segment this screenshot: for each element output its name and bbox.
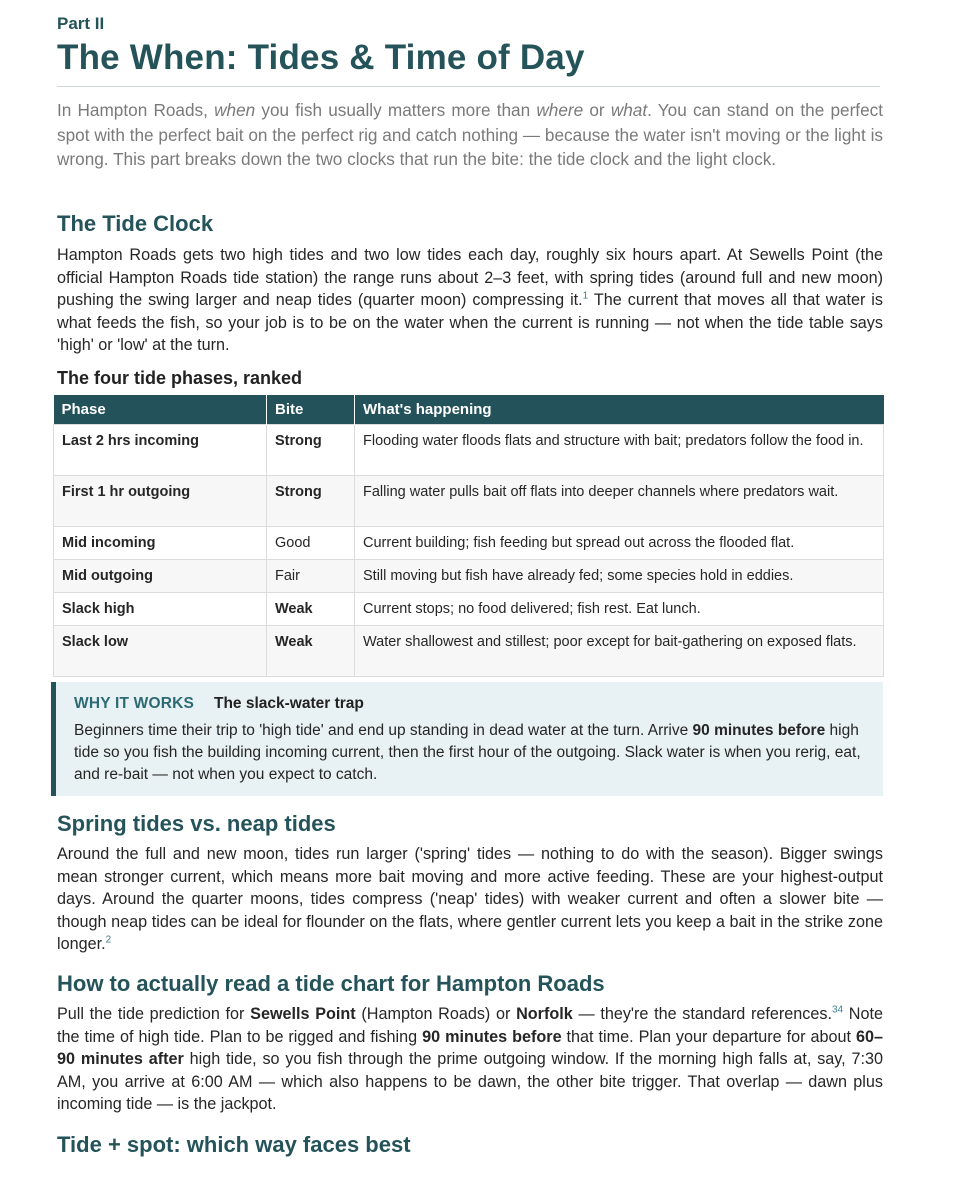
table-row <box>54 527 884 560</box>
table-row <box>54 476 884 527</box>
table-row <box>54 560 884 593</box>
table-row <box>54 626 884 677</box>
column-header-description: What's happening <box>355 395 884 425</box>
bite-cell: Strong <box>267 476 355 527</box>
description-cell: Water shallowest and stillest; poor except for bait-gathering on exposed flats. <box>355 626 884 677</box>
intro-paragraph <box>57 98 883 172</box>
phase-cell: First 1 hr outgoing <box>54 476 267 527</box>
table-row <box>54 425 884 476</box>
callout-body <box>74 720 874 786</box>
part-label: Part II <box>57 14 105 33</box>
emphasis-text: Sewells Point <box>250 1005 356 1023</box>
footnote-ref[interactable]: 1 <box>582 290 589 302</box>
table-header-row <box>54 395 884 425</box>
read-tide-chart-paragraph <box>57 1003 883 1116</box>
paragraph-text: Note the time of high tide. Plan to be rigged and fishing <box>57 1005 883 1046</box>
intro-text: In Hampton Roads, <box>57 100 215 120</box>
callout-text: high tide so you fish the building incoming current, then the first hour of the outgoing. Slack water is when you rerig, eat, and re-bait — not when you expect to catch. <box>74 722 861 783</box>
intro-text: or <box>583 100 611 120</box>
page-title: The When: Tides & Time of Day <box>57 38 585 77</box>
phase-cell: Mid incoming <box>54 527 267 560</box>
paragraph-text: Pull the tide prediction for <box>57 1005 251 1023</box>
paragraph-text: high tide, so you fish through the prime outgoing window. If the morning high falls at, say, 7:30 AM, you arrive at 6:00 AM — which also happens to be dawn, the other bite trigger. That overlap — dawn plus incoming tide — is the jackpot. <box>57 1050 883 1114</box>
description-cell: Current building; fish feeding but spread out across the flooded flat. <box>355 527 884 560</box>
tide-phases-table <box>53 395 884 677</box>
callout-text: Beginners time their trip to 'high tide' and end up standing in dead water at the turn. Arrive <box>74 722 693 739</box>
paragraph-text: (Hampton Roads) or <box>355 1005 517 1023</box>
phase-cell: Slack low <box>54 626 267 677</box>
section-heading-tide-spot: Tide + spot: which way faces best <box>57 1132 411 1157</box>
intro-emphasis: what <box>610 100 648 120</box>
emphasis-text: 60–90 minutes after <box>57 1027 883 1069</box>
bite-cell: Weak <box>267 626 355 677</box>
paragraph-text: — they're the standard references. <box>572 1005 832 1023</box>
intro-text: . You can stand on the perfect spot with the perfect bait on the perfect rig and catch nothing — because the water isn't moving or the light is wrong. This part breaks down the two clocks that run the bite: the tide clock and the light clock. <box>57 100 883 169</box>
section-heading-read-tide-chart: How to actually read a tide chart for Hampton Roads <box>57 971 605 996</box>
phase-cell: Last 2 hrs incoming <box>54 425 267 476</box>
spring-neap-paragraph <box>57 843 883 956</box>
intro-emphasis: where <box>536 100 584 120</box>
footnote-ref[interactable]: 34 <box>831 1004 844 1016</box>
column-header-phase: Phase <box>54 395 267 425</box>
intro-emphasis: when <box>214 100 256 120</box>
bite-cell: Fair <box>267 560 355 593</box>
emphasis-text: Norfolk <box>516 1005 573 1023</box>
bite-cell: Weak <box>267 593 355 626</box>
callout-tag: WHY IT WORKS <box>74 695 195 712</box>
tide-clock-paragraph <box>57 244 883 357</box>
phase-cell: Mid outgoing <box>54 560 267 593</box>
bite-cell: Good <box>267 527 355 560</box>
callout-heading: The slack-water trap <box>214 695 364 712</box>
bite-cell: Strong <box>267 425 355 476</box>
paragraph-text: Around the full and new moon, tides run larger ('spring' tides — nothing to do with the season). Bigger swings mean stronger current, which means more bait moving and more active feeding. These are your highest-output days. Around the quarter moons, tides compress ('neap' tides) with weaker current and often a slower bite — though neap tides can be ideal for flounder on the flats, where gentler current lets you keep a bait in the strike zone longer. <box>57 845 883 954</box>
description-cell: Flooding water floods flats and structure with bait; predators follow the food in. <box>355 425 884 476</box>
why-it-works-callout <box>51 682 883 796</box>
description-cell: Falling water pulls bait off flats into deeper channels where predators wait. <box>355 476 884 527</box>
paragraph-text: that time. Plan your departure for about <box>561 1027 856 1046</box>
intro-text: you fish usually matters more than <box>255 100 537 120</box>
description-cell: Current stops; no food delivered; fish rest. Eat lunch. <box>355 593 884 626</box>
section-heading-tide-clock: The Tide Clock <box>57 211 214 236</box>
paragraph-text: The current that moves all that water is what feeds the fish, so your job is to be on the water when the current is running — not when the tide table says 'high' or 'low' at the turn. <box>57 291 884 355</box>
emphasis-text: 90 minutes before <box>422 1027 562 1046</box>
column-header-bite: Bite <box>267 395 355 425</box>
section-heading-spring-neap: Spring tides vs. neap tides <box>57 811 336 836</box>
callout-emphasis: 90 minutes before <box>692 722 826 739</box>
footnote-ref[interactable]: 2 <box>105 934 112 946</box>
description-cell: Still moving but fish have already fed; some species hold in eddies. <box>355 560 884 593</box>
phase-cell: Slack high <box>54 593 267 626</box>
table-caption: The four tide phases, ranked <box>57 368 303 388</box>
title-divider <box>57 86 880 87</box>
paragraph-text: Hampton Roads gets two high tides and two low tides each day, roughly six hours apart. At Sewells Point (the official Hampton Roads tide station) the range runs about 2–3 feet, with spring tides (around full and new moon) pushing the swing larger and neap tides (quarter moon) compressing it. <box>57 246 883 310</box>
table-row <box>54 593 884 626</box>
